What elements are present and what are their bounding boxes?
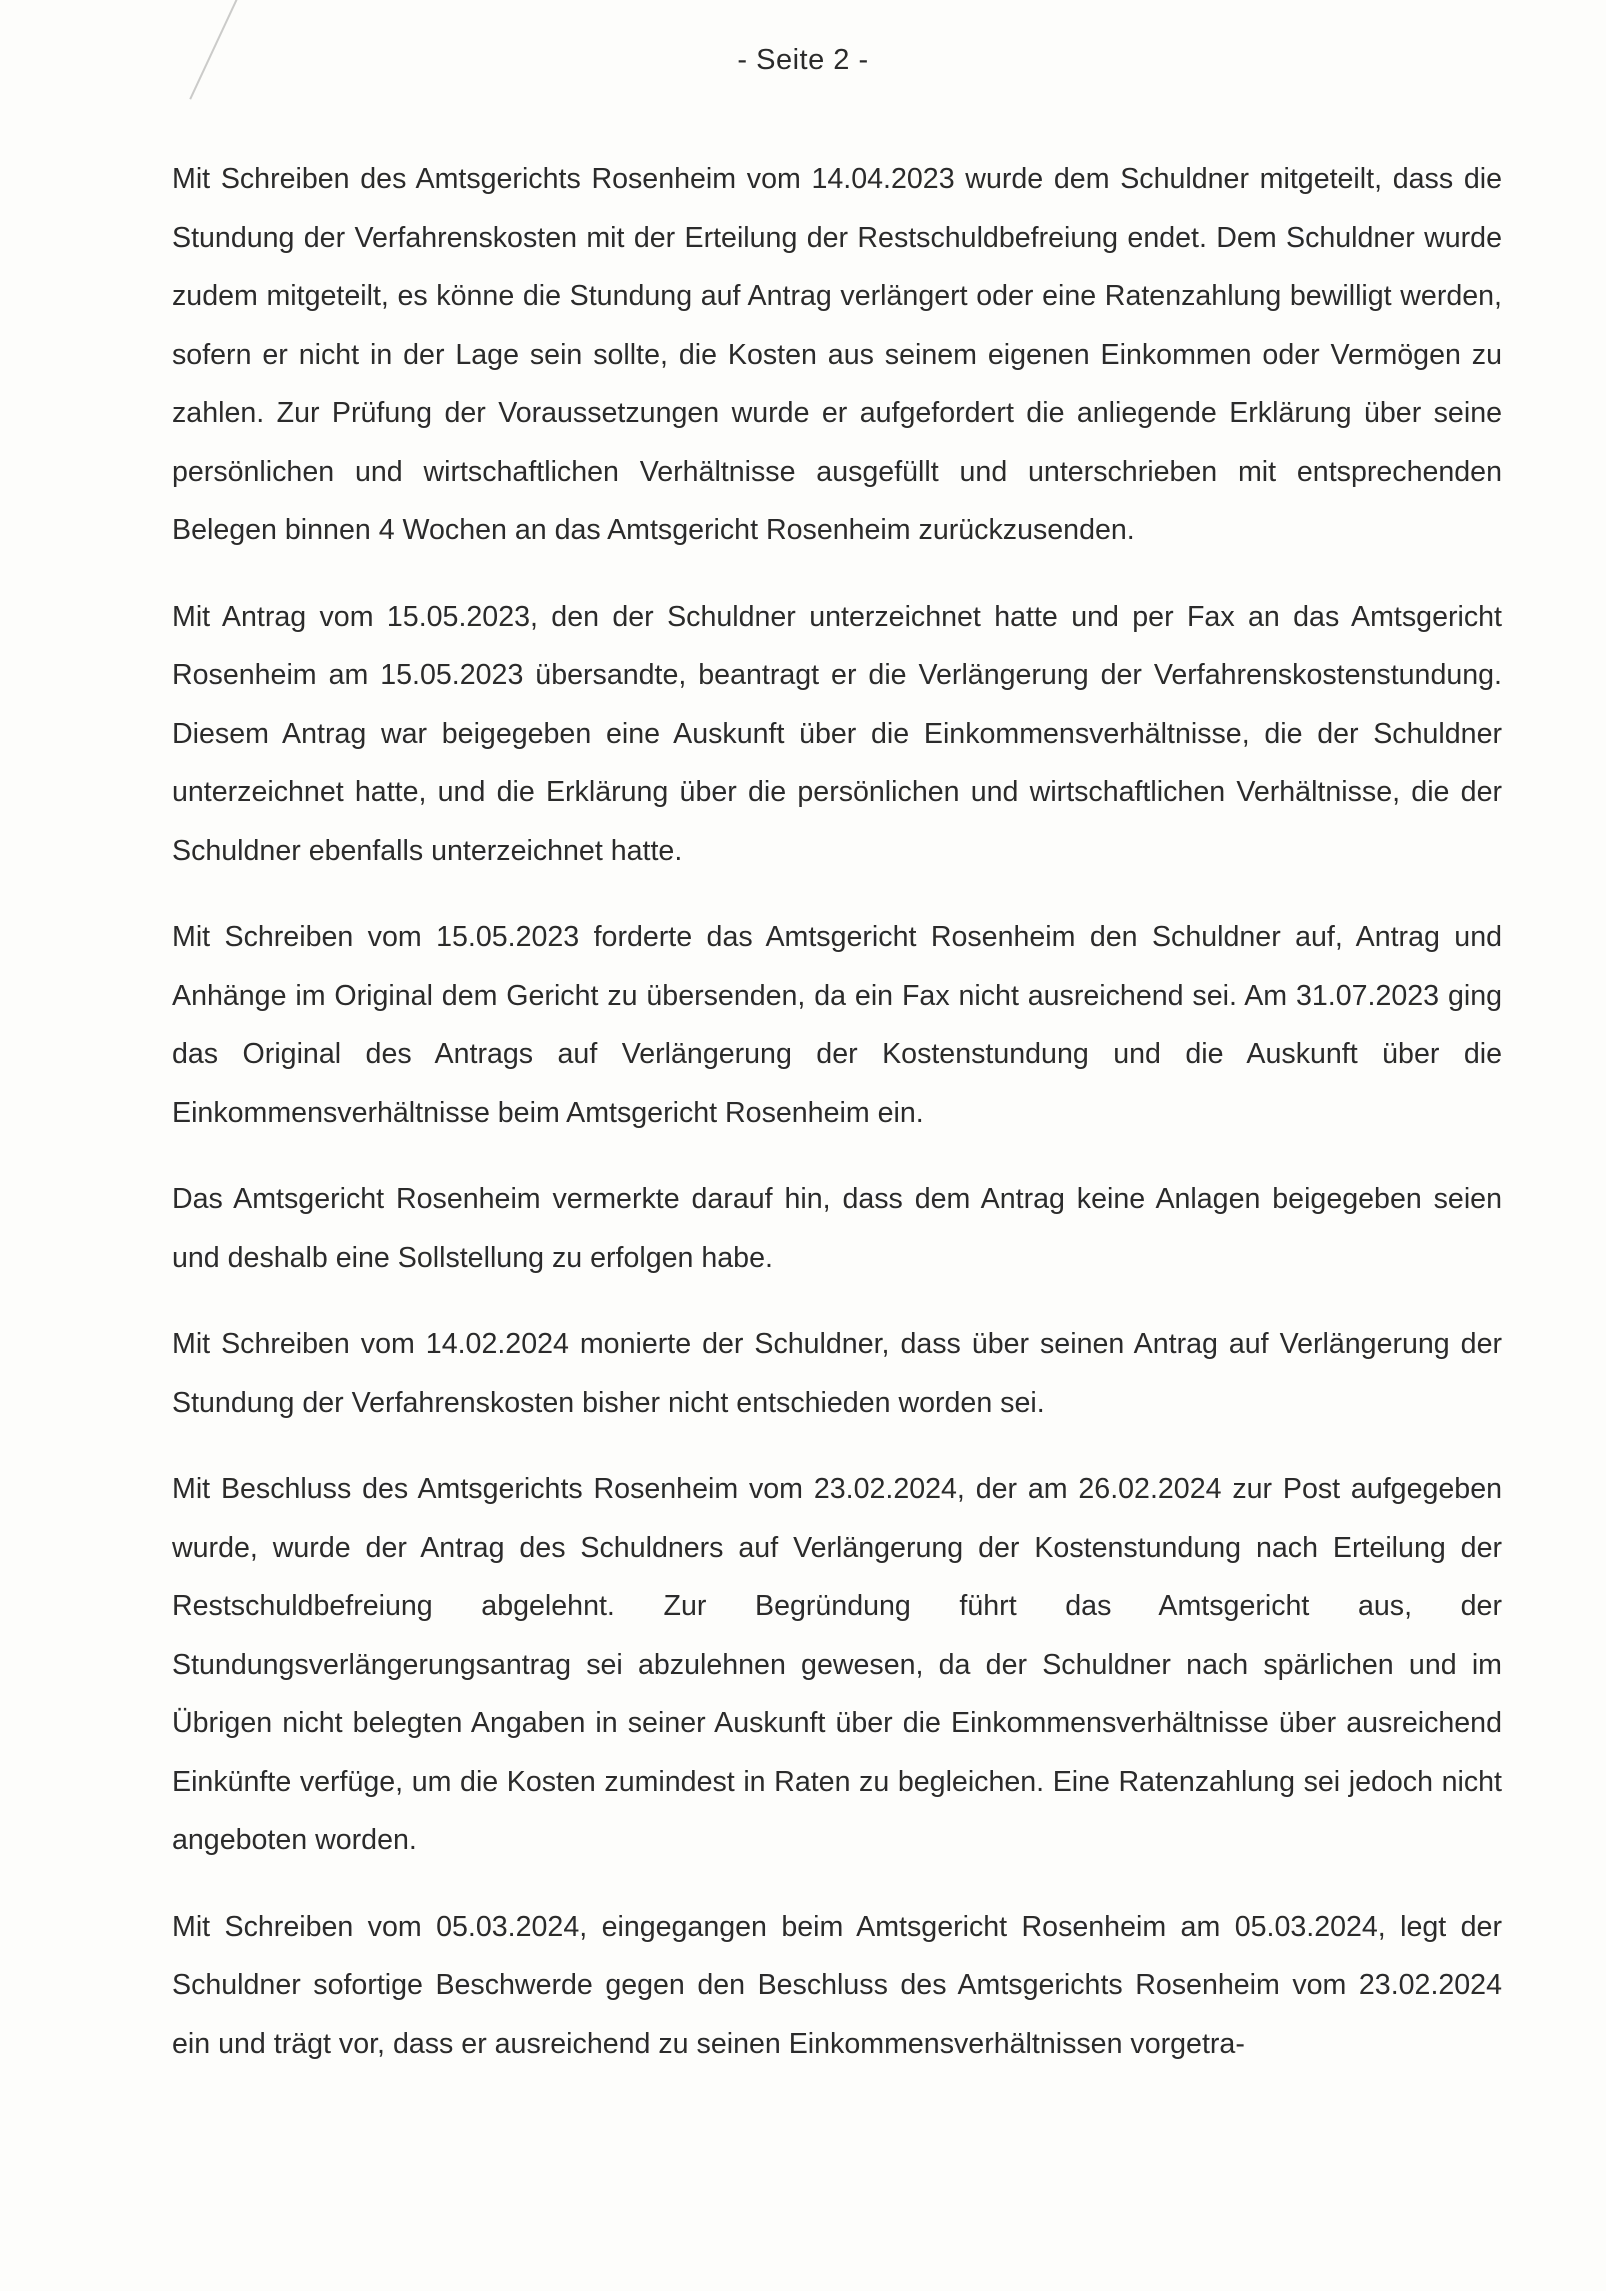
paragraph-1: Mit Schreiben des Amtsgerichts Rosenheim vom 14.04.2023 wurde dem Schuldner mitgeteilt, dass die Stundung der Verfahrenskosten mit der Erteilung der Restschuldbefreiung endet. Dem Schuldner wurde zudem mitgeteilt, es könne die Stundung auf Antrag verlängert oder eine Ratenzahlung bewilligt werden, sofern er nicht in der Lage sein sollte, die Kosten aus seinem eigenen Einkommen oder Vermögen zu zahlen. Zur Prüfung der Voraussetzungen wurde er aufgefordert die anliegende Erklärung über seine persönlichen und wirtschaftlichen Verhältnisse ausgefüllt und unterschrieben mit entsprechenden Belegen binnen 4 Wochen an das Amtsgericht Rosenheim zurückzusenden.: [172, 163, 1502, 546]
paragraph-6: Mit Beschluss des Amtsgerichts Rosenheim vom 23.02.2024, der am 26.02.2024 zur Post aufgegeben wurde, wurde der Antrag des Schuldners auf Verlängerung der Kostenstundung nach Erteilung der Restschuldbefreiung abgelehnt. Zur Begründung führt das Amtsgericht aus, der Stundungsverlängerungsantrag sei abzulehnen gewesen, da der Schuldner nach spärlichen und im Übrigen nicht belegten Angaben in seiner Auskunft über die Einkommensverhältnisse über ausreichend Einkünfte verfüge, um die Kosten zumindest in Raten zu begleichen. Eine Ratenzahlung sei jedoch nicht angeboten worden.: [172, 1473, 1502, 1856]
page-number-header: - Seite 2 -: [737, 44, 869, 76]
paragraph-5: Mit Schreiben vom 14.02.2024 monierte der Schuldner, dass über seinen Antrag auf Verlängerung der Stundung der Verfahrenskosten bisher nicht entschieden worden sei.: [172, 1328, 1502, 1419]
paragraph-2: Mit Antrag vom 15.05.2023, den der Schuldner unterzeichnet hatte und per Fax an das Amtsgericht Rosenheim am 15.05.2023 übersandte, beantragt er die Verlängerung der Verfahrenskostenstundung. Diesem Antrag war beigegeben eine Auskunft über die Einkommensverhältnisse, die der Schuldner unterzeichnet hatte, und die Erklärung über die persönlichen und wirtschaftlichen Verhältnisse, die der Schuldner ebenfalls unterzeichnet hatte.: [172, 600, 1502, 867]
paragraph-3: Mit Schreiben vom 15.05.2023 forderte das Amtsgericht Rosenheim den Schuldner auf, Antrag und Anhänge im Original dem Gericht zu übersenden, da ein Fax nicht ausreichend sei. Am 31.07.2023 ging das Original des Antrags auf Verlängerung der Kostenstundung und die Auskunft über die Einkommensverhältnisse beim Amtsgericht Rosenheim ein.: [172, 921, 1502, 1129]
paragraph-7: Mit Schreiben vom 05.03.2024, eingegangen beim Amtsgericht Rosenheim am 05.03.2024, legt der Schuldner sofortige Beschwerde gegen den Beschluss des Amtsgerichts Rosenheim vom 23.02.2024 ein und trägt vor, dass er ausreichend zu seinen Einkommensverhältnissen vorgetra-: [172, 1910, 1502, 2060]
paragraph-4: Das Amtsgericht Rosenheim vermerkte darauf hin, dass dem Antrag keine Anlagen beigegeben seien und deshalb eine Sollstellung zu erfolgen habe.: [172, 1183, 1502, 1274]
document-body: [172, 150, 1502, 2101]
